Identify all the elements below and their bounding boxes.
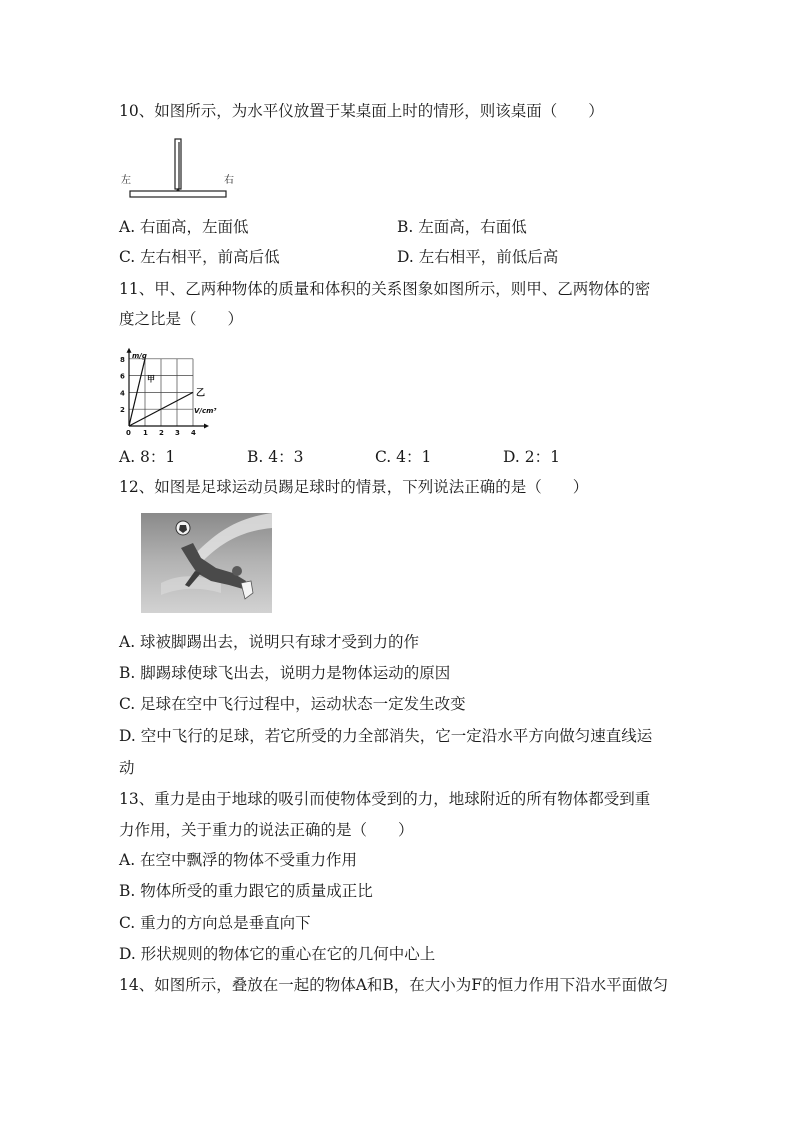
q10-option-b[interactable]: B. 左面高，右面低 bbox=[397, 218, 527, 236]
q11-option-b[interactable]: B. 4：3 bbox=[247, 448, 304, 466]
x-axis-label: V/cm³ bbox=[194, 407, 217, 415]
q13-stem-line-1: 13、重力是由于地球的吸引而使物体受到的力，地球附近的所有物体都受到重 bbox=[119, 790, 651, 808]
x-tick-label: 1 bbox=[143, 429, 148, 436]
q12-option-d[interactable]: D. 空中飞行的足球，若它所受的力全部消失，它一定沿水平方向做匀速直线运 bbox=[119, 727, 653, 745]
q11-option-d[interactable]: D. 2：1 bbox=[503, 448, 560, 466]
level-base bbox=[130, 191, 226, 197]
series-label-yi: 乙 bbox=[196, 388, 206, 399]
chart-grid bbox=[129, 359, 193, 426]
q10-stem: 10、如图所示，为水平仪放置于某桌面上时的情形，则该桌面（ ） bbox=[119, 102, 604, 120]
q12-option-a[interactable]: A. 球被脚踢出去，说明只有球才受到力的作 bbox=[119, 633, 420, 651]
x-axis-arrow bbox=[204, 424, 209, 429]
q11-option-c[interactable]: C. 4：1 bbox=[375, 448, 432, 466]
q10-option-d[interactable]: D. 左右相平，前低后高 bbox=[397, 248, 559, 266]
x-tick-label: 3 bbox=[175, 429, 180, 436]
q13-option-b[interactable]: B. 物体所受的重力跟它的质量成正比 bbox=[119, 882, 373, 900]
q13-option-d[interactable]: D. 形状规则的物体它的重心在它的几何中心上 bbox=[119, 945, 436, 963]
q11-option-a[interactable]: A. 8：1 bbox=[119, 448, 176, 466]
y-tick-label: 2 bbox=[120, 406, 125, 415]
x-tick-label: 2 bbox=[159, 429, 164, 436]
x-tick-label: 0 bbox=[126, 429, 131, 436]
mass-volume-chart bbox=[114, 338, 224, 436]
q13-option-a[interactable]: A. 在空中飘浮的物体不受重力作用 bbox=[119, 851, 358, 869]
q14-stem-line-1: 14、如图所示，叠放在一起的物体A和B，在大小为F的恒力作用下沿水平面做匀 bbox=[119, 976, 669, 994]
q11-stem-line-1: 11、甲、乙两种物体的质量和体积的关系图象如图所示，则甲、乙两物体的密 bbox=[119, 280, 651, 298]
q12-option-d-wrap: 动 bbox=[119, 759, 135, 777]
q13-stem-line-2: 力作用，关于重力的说法正确的是（ ） bbox=[119, 821, 414, 839]
q12-stem: 12、如图是足球运动员踢足球时的情景，下列说法正确的是（ ） bbox=[119, 478, 589, 496]
x-tick-label: 4 bbox=[191, 429, 196, 436]
q12-option-c[interactable]: C. 足球在空中飞行过程中，运动状态一定发生改变 bbox=[119, 695, 466, 713]
y-axis-arrow bbox=[127, 348, 132, 353]
y-tick-label: 6 bbox=[120, 372, 125, 381]
y-axis-label: m/g bbox=[132, 351, 147, 360]
series-label-jia: 甲 bbox=[147, 374, 155, 384]
q10-option-c[interactable]: C. 左右相平，前高后低 bbox=[119, 248, 280, 266]
level-figure bbox=[118, 136, 248, 206]
q10-option-a[interactable]: A. 右面高，左面低 bbox=[119, 218, 249, 236]
y-tick-label: 4 bbox=[120, 389, 125, 398]
y-tick-label: 8 bbox=[120, 355, 125, 364]
q11-stem-line-2: 度之比是（ ） bbox=[119, 310, 244, 328]
level-right-label: 右 bbox=[224, 175, 234, 186]
level-tube bbox=[175, 139, 181, 189]
level-left-label: 左 bbox=[121, 175, 131, 186]
q12-option-b[interactable]: B. 脚踢球使球飞出去，说明力是物体运动的原因 bbox=[119, 664, 451, 682]
q13-option-c[interactable]: C. 重力的方向总是垂直向下 bbox=[119, 914, 311, 932]
soccer-kick-photo bbox=[141, 513, 272, 613]
